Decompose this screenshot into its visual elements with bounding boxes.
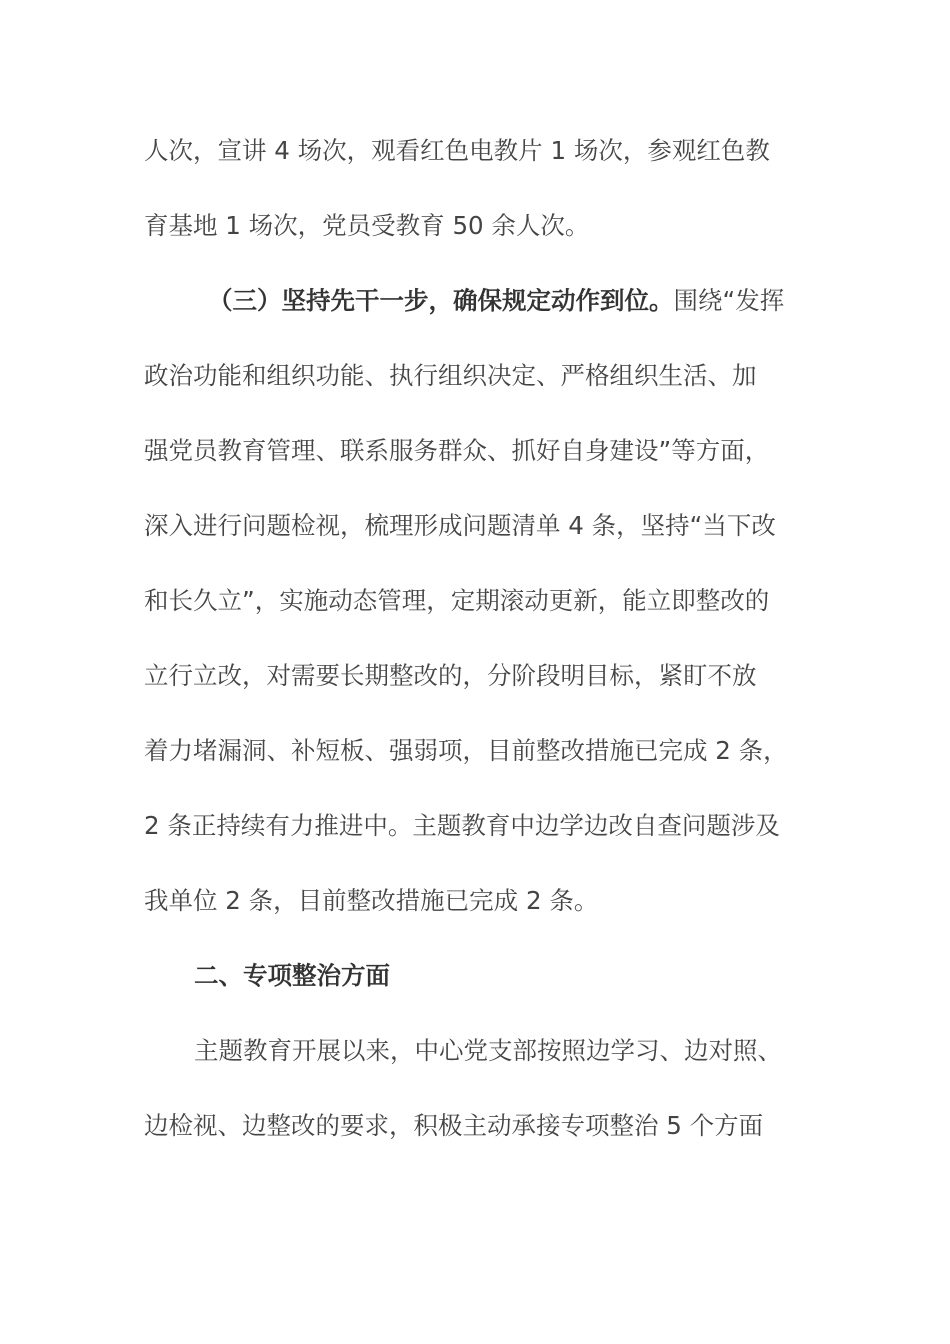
para-2-line-2: 边检视、边整改的要求，积极主动承接专项整治 5 个方面: [144, 1111, 764, 1140]
body-line-4: 政治功能和组织功能、执行组织决定、严格组织生活、加: [144, 361, 757, 390]
body-line-8: 立行立改，对需要长期整改的，分阶段明目标，紧盯不放: [144, 661, 757, 690]
body-line-6: 深入进行问题检视，梳理形成问题清单 4 条，坚持“当下改: [144, 511, 776, 540]
document-body: [144, 113, 834, 1163]
body-line-5: 强党员教育管理、联系服务群众、抓好自身建设”等方面，: [144, 436, 770, 465]
body-line-9: 着力堵漏洞、补短板、强弱项，目前整改措施已完成 2 条，: [144, 736, 788, 765]
body-line-1: 人次，宣讲 4 场次，观看红色电教片 1 场次，参观红色教: [144, 136, 770, 165]
section-3-heading: （三）坚持先干一步，确保规定动作到位。: [208, 286, 674, 315]
section-2-heading: 二、专项整治方面: [194, 961, 390, 990]
body-line-2: 育基地 1 场次，党员受教育 50 余人次。: [144, 211, 590, 240]
body-line-11: 我单位 2 条，目前整改措施已完成 2 条。: [144, 886, 599, 915]
body-line-10: 2 条正持续有力推进中。主题教育中边学边改自查问题涉及: [144, 811, 780, 840]
para-2-line-1: 主题教育开展以来，中心党支部按照边学习、边对照、: [194, 1036, 782, 1065]
section-3-lead: 围绕“发挥: [673, 286, 785, 315]
body-line-7: 和长久立”，实施动态管理，定期滚动更新，能立即整改的: [144, 586, 770, 615]
section-3-line: [144, 263, 834, 338]
